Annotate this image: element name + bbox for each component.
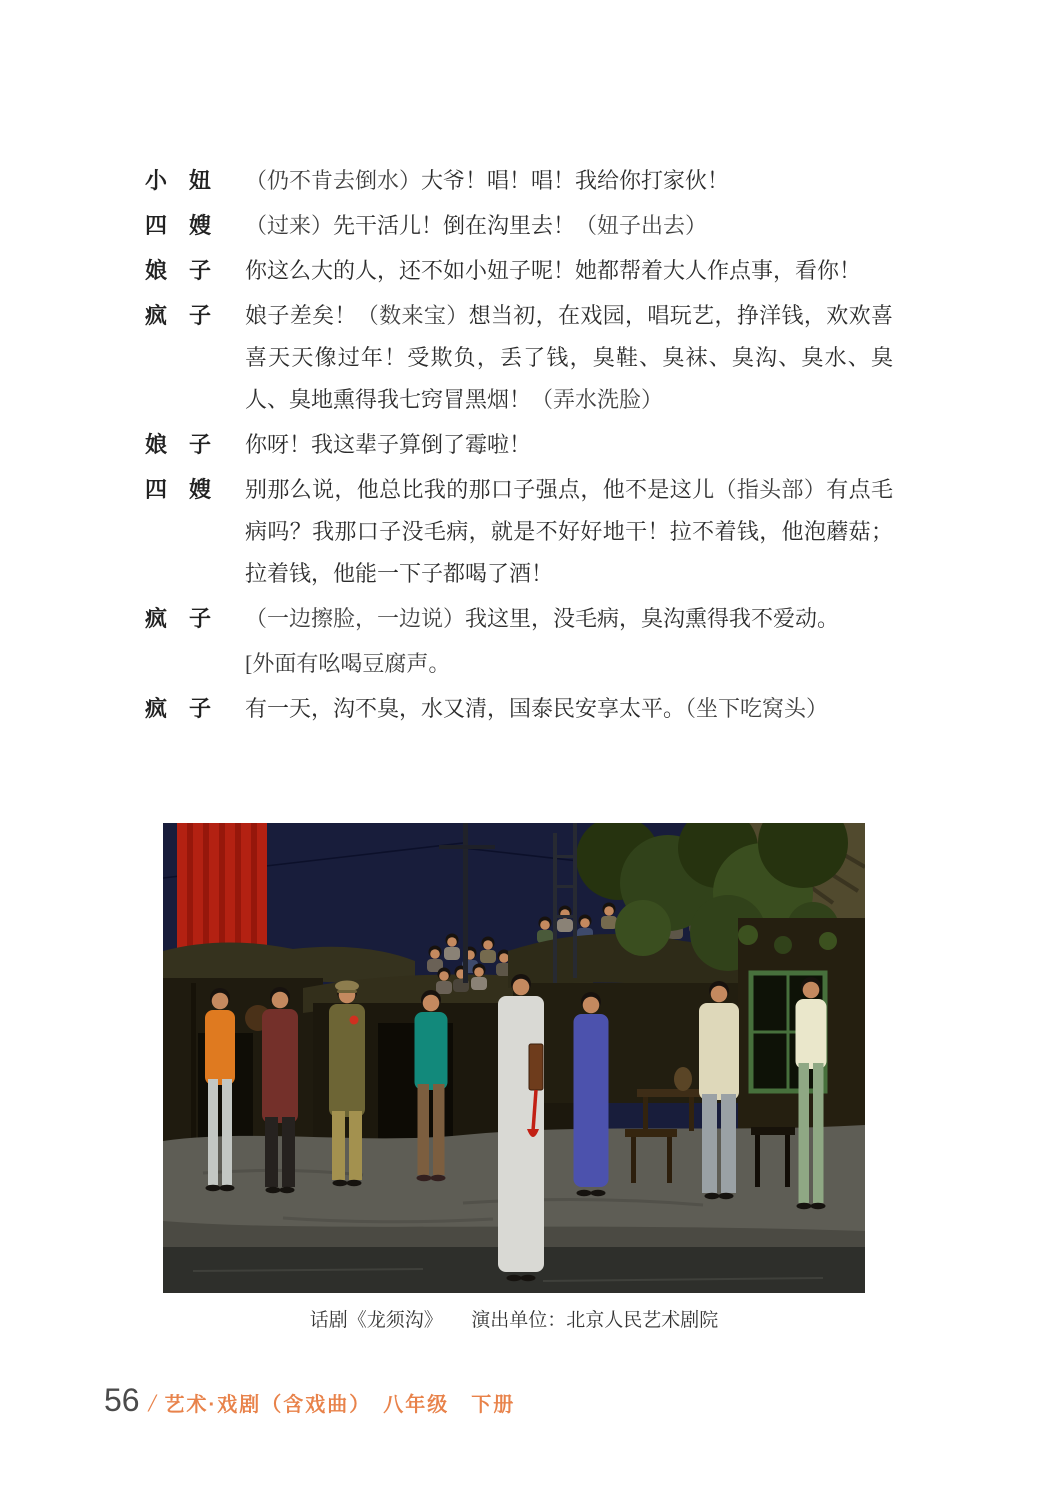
dialogue-text: （过来）先干活儿！倒在沟里去！（妞子出去）	[245, 213, 708, 238]
stage-direction-line	[145, 643, 893, 685]
speaker-name: 疯 子	[145, 303, 212, 328]
page-number: 56	[104, 1382, 140, 1418]
speaker-name: 疯 子	[145, 696, 212, 721]
dialogue-line	[145, 205, 893, 247]
dialogue-line	[145, 295, 893, 421]
figure-woman-blue-robe	[574, 992, 609, 1196]
photo-caption: 话剧《龙须沟》 演出单位：北京人民艺术剧院	[309, 1310, 719, 1331]
dialogue-text: 别那么说，他总比我的那口子强点，他不是这儿（指头部）有点毛病吗？我那口子没毛病，就是不好好地干！拉不着钱，他泡蘑菇；拉着钱，他能一下子都喝了酒！	[245, 477, 893, 586]
figure-man-white-robe	[498, 974, 544, 1281]
dialogue-text: 你这么大的人，还不如小妞子呢！她都帮着大人作点事，看你！	[245, 258, 862, 283]
dialogue-line	[145, 469, 893, 595]
dialogue-text: [外面有吆喝豆腐声。	[245, 651, 451, 676]
speaker-name: 娘 子	[145, 258, 212, 283]
dialogue-line	[145, 424, 893, 466]
dialogue-text: 娘子差矣！（数来宝）想当初，在戏园，唱玩艺，挣洋钱，欢欢喜喜天天像过年！受欺负，丢了钱，臭鞋、臭袜、臭沟、臭水、臭人、臭地熏得我七窍冒黑烟！（弄水洗脸）	[245, 303, 893, 412]
speaker-name: 四 嫂	[145, 213, 212, 238]
speaker-name: 娘 子	[145, 432, 212, 457]
stage-photo	[163, 823, 865, 1293]
footer-course-label: 艺术·戏剧（含戏曲） 八年级 下册	[164, 1394, 516, 1416]
dialogue-line	[145, 160, 893, 202]
dialogue-text: 有一天，沟不臭，水又清，国泰民安享太平。（坐下吃窝头）	[245, 696, 829, 721]
dialogue-text: （一边擦脸，一边说）我这里，没毛病，臭沟熏得我不爱动。	[245, 606, 840, 631]
dialogue-line	[145, 598, 893, 640]
script-dialogue-block	[145, 160, 893, 733]
dialogue-line	[145, 688, 893, 730]
dialogue-line	[145, 250, 893, 292]
speaker-name: 小 妞	[145, 168, 212, 193]
page-footer	[104, 1382, 515, 1419]
stage-photo-illustration	[163, 823, 865, 1293]
red-curtain	[177, 823, 267, 959]
dialogue-text: （仍不肯去倒水）大爷！唱！唱！我给你打家伙！	[245, 168, 730, 193]
speaker-name: 四 嫂	[145, 477, 212, 502]
dialogue-text: 你呀！我这辈子算倒了霉啦！	[245, 432, 532, 457]
footer-separator: /	[148, 1390, 156, 1417]
speaker-name: 疯 子	[145, 606, 212, 631]
